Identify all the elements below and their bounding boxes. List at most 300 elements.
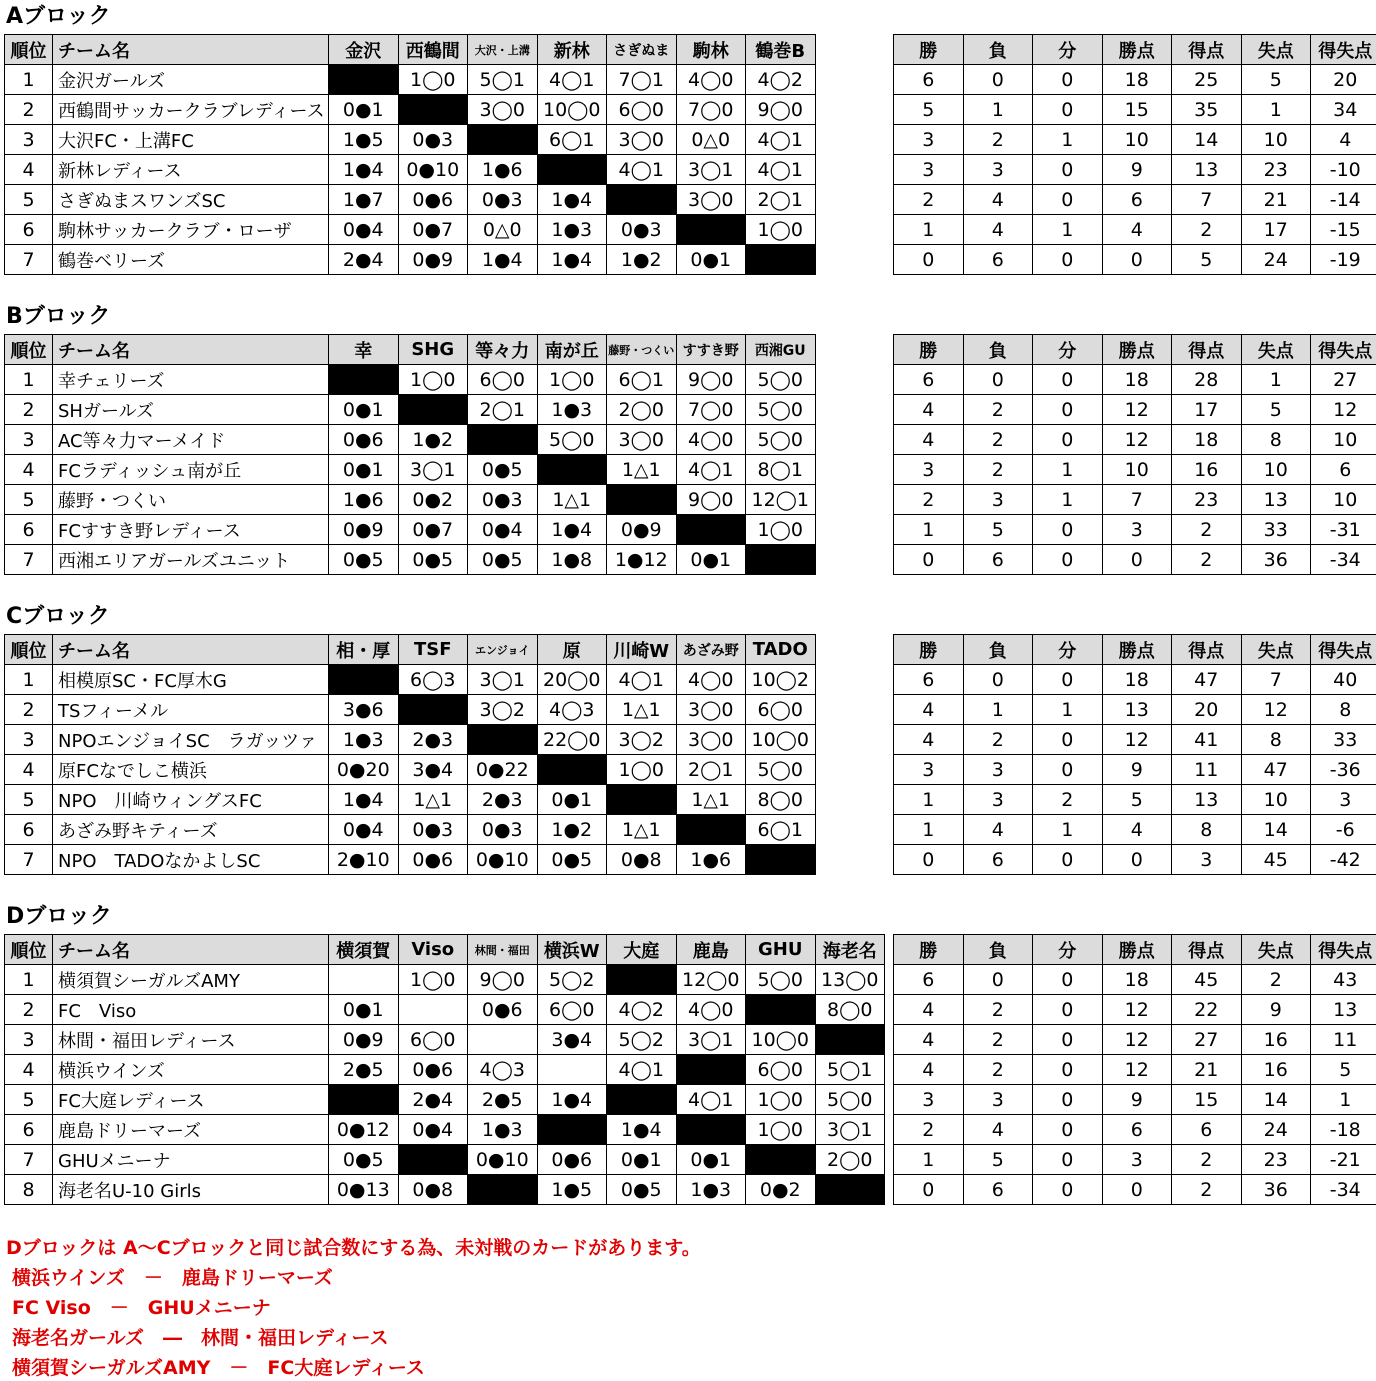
- result-cell: 9◯0: [468, 965, 538, 995]
- rank-cell: 4: [5, 1055, 53, 1085]
- stats-cell: -21: [1311, 1145, 1376, 1175]
- stats-cell: 4: [963, 1115, 1033, 1145]
- result-cell: 10◯0: [746, 725, 816, 755]
- stats-cell: 12: [1241, 695, 1311, 725]
- stats-cell: 9: [1102, 155, 1172, 185]
- header-opponent: 幸: [329, 335, 399, 365]
- stats-cell: 33: [1311, 725, 1376, 755]
- result-cell: 4◯1: [676, 455, 746, 485]
- result-cell: 4◯3: [468, 1055, 538, 1085]
- header-opponent: 大庭: [607, 935, 677, 965]
- result-cell: 1◯0: [398, 365, 468, 395]
- result-cell: 1●5: [537, 1175, 607, 1205]
- result-cell: 3●6: [329, 695, 399, 725]
- stats-cell: 0: [1033, 425, 1103, 455]
- stats-cell: 14: [1241, 1085, 1311, 1115]
- stats-cell: -18: [1311, 1115, 1376, 1145]
- stats-cell: 1: [963, 95, 1033, 125]
- result-cell: 0●6: [537, 1145, 607, 1175]
- stats-header-row: [894, 35, 1376, 65]
- result-cell: 2◯0: [815, 1145, 885, 1175]
- stats-row: [894, 185, 1376, 215]
- block-2: [0, 602, 1376, 902]
- results-table: [4, 634, 816, 875]
- header-team: チーム名: [53, 635, 329, 665]
- stats-cell: 0: [894, 245, 964, 275]
- stats-cell: -15: [1311, 215, 1376, 245]
- result-cell: 0●5: [468, 455, 538, 485]
- stats-cell: 8: [1172, 815, 1242, 845]
- stats-cell: 10: [1241, 125, 1311, 155]
- stats-cell: 24: [1241, 245, 1311, 275]
- header-opponent: 海老名: [815, 935, 885, 965]
- header-opponent: 西鶴間: [398, 35, 468, 65]
- stats-cell: 15: [1102, 95, 1172, 125]
- stats-cell: 17: [1241, 215, 1311, 245]
- stats-cell: 6: [1311, 455, 1376, 485]
- stats-cell: 18: [1102, 65, 1172, 95]
- result-cell: 5◯0: [815, 1085, 885, 1115]
- team-name-cell: 藤野・つくい: [53, 485, 329, 515]
- result-cell: 13◯0: [815, 965, 885, 995]
- no-match-cell: [398, 695, 468, 725]
- stats-cell: 12: [1102, 995, 1172, 1025]
- rank-cell: 7: [5, 245, 53, 275]
- team-name-cell: NPOエンジョイSC ラガッツァ: [53, 725, 329, 755]
- stats-header-cell: 勝点: [1102, 35, 1172, 65]
- result-cell: 1●3: [468, 1115, 538, 1145]
- stats-cell: 0: [894, 545, 964, 575]
- stats-cell: 6: [1102, 1115, 1172, 1145]
- stats-header-cell: 勝: [894, 35, 964, 65]
- header-opponent: 新林: [537, 35, 607, 65]
- table-row: [5, 395, 816, 425]
- result-cell: 0●6: [398, 1055, 468, 1085]
- rank-cell: 8: [5, 1175, 53, 1205]
- result-cell: 1△1: [537, 485, 607, 515]
- header-opponent: 鶴巻B: [746, 35, 816, 65]
- result-cell: 3◯2: [468, 695, 538, 725]
- stats-row: [894, 995, 1376, 1025]
- stats-cell: 13: [1311, 995, 1376, 1025]
- no-match-cell: [607, 1085, 677, 1115]
- stats-cell: 12: [1102, 725, 1172, 755]
- stats-cell: 0: [894, 845, 964, 875]
- stats-row: [894, 965, 1376, 995]
- table-row: [5, 485, 816, 515]
- result-cell: 1△1: [676, 785, 746, 815]
- stats-cell: 35: [1172, 95, 1242, 125]
- result-cell: 3◯0: [607, 425, 677, 455]
- result-cell: 0●5: [468, 545, 538, 575]
- result-cell: 0●3: [607, 215, 677, 245]
- result-cell: 22◯0: [537, 725, 607, 755]
- header-opponent: 南が丘: [537, 335, 607, 365]
- stats-cell: 0: [1102, 245, 1172, 275]
- result-cell: 1◯0: [537, 365, 607, 395]
- no-match-cell: [468, 725, 538, 755]
- stats-row: [894, 695, 1376, 725]
- result-cell: [329, 965, 399, 995]
- stats-cell: 4: [963, 815, 1033, 845]
- stats-row: [894, 785, 1376, 815]
- result-cell: 4◯2: [607, 995, 677, 1025]
- stats-cell: 0: [963, 965, 1033, 995]
- result-cell: 1●5: [329, 125, 399, 155]
- no-match-cell: [815, 1175, 885, 1205]
- result-cell: 0●9: [329, 515, 399, 545]
- stats-cell: 20: [1172, 695, 1242, 725]
- result-cell: 0●5: [607, 1175, 677, 1205]
- stats-header-cell: 分: [1033, 335, 1103, 365]
- no-match-cell: [329, 1085, 399, 1115]
- stats-row: [894, 1085, 1376, 1115]
- result-cell: 0●1: [676, 1145, 746, 1175]
- stats-cell: 2: [963, 725, 1033, 755]
- table-row: [5, 785, 816, 815]
- stats-cell: 34: [1311, 95, 1376, 125]
- stats-cell: 3: [963, 1085, 1033, 1115]
- stats-cell: 24: [1241, 1115, 1311, 1145]
- block-title: Cブロック: [6, 604, 110, 629]
- no-match-cell: [607, 485, 677, 515]
- stats-cell: 8: [1241, 425, 1311, 455]
- stats-cell: 3: [894, 1085, 964, 1115]
- stats-cell: 11: [1311, 1025, 1376, 1055]
- stats-cell: 1: [1033, 695, 1103, 725]
- stats-header-row: [894, 935, 1376, 965]
- team-name-cell: TSフィーメル: [53, 695, 329, 725]
- table-row: [5, 425, 816, 455]
- result-cell: 2◯1: [746, 185, 816, 215]
- result-cell: 0●4: [329, 815, 399, 845]
- stats-cell: 0: [1033, 1085, 1103, 1115]
- stats-cell: 0: [1033, 65, 1103, 95]
- block-title: Bブロック: [6, 304, 111, 329]
- header-opponent: 大沢・上溝: [468, 35, 538, 65]
- stats-cell: 3: [894, 455, 964, 485]
- result-cell: 4◯0: [676, 995, 746, 1025]
- stats-row: [894, 245, 1376, 275]
- stats-cell: 4: [1102, 815, 1172, 845]
- table-row: [5, 1175, 885, 1205]
- result-cell: 4◯1: [607, 1055, 677, 1085]
- header-opponent: TSF: [398, 635, 468, 665]
- rank-cell: 5: [5, 185, 53, 215]
- stats-cell: 6: [963, 545, 1033, 575]
- result-cell: 20◯0: [537, 665, 607, 695]
- result-cell: 10◯2: [746, 665, 816, 695]
- table-row: [5, 365, 816, 395]
- result-cell: 4◯0: [676, 65, 746, 95]
- header-opponent: 林間・福田: [468, 935, 538, 965]
- stats-row: [894, 425, 1376, 455]
- stats-header-cell: 分: [1033, 35, 1103, 65]
- rank-cell: 3: [5, 125, 53, 155]
- result-cell: 0●22: [468, 755, 538, 785]
- stats-cell: 47: [1172, 665, 1242, 695]
- table-row: [5, 695, 816, 725]
- team-name-cell: 西湘エリアガールズユニット: [53, 545, 329, 575]
- rank-cell: 4: [5, 155, 53, 185]
- stats-header-cell: 失点: [1241, 935, 1311, 965]
- result-cell: 4◯1: [746, 155, 816, 185]
- table-row: [5, 1145, 885, 1175]
- team-name-cell: 鶴巻ベリーズ: [53, 245, 329, 275]
- stats-cell: 3: [894, 755, 964, 785]
- stats-cell: 10: [1102, 125, 1172, 155]
- stats-cell: 6: [1102, 185, 1172, 215]
- stats-header-cell: 得失点: [1311, 935, 1376, 965]
- result-cell: 0●1: [607, 1145, 677, 1175]
- result-cell: 0●1: [329, 455, 399, 485]
- stats-cell: 1: [894, 815, 964, 845]
- no-match-cell: [746, 545, 816, 575]
- result-cell: 0●6: [329, 425, 399, 455]
- header-opponent: GHU: [746, 935, 816, 965]
- stats-cell: 13: [1172, 155, 1242, 185]
- stats-cell: 12: [1311, 395, 1376, 425]
- result-cell: 1●2: [398, 425, 468, 455]
- results-table: [4, 34, 816, 275]
- stats-header-cell: 勝点: [1102, 635, 1172, 665]
- result-cell: 6◯0: [537, 995, 607, 1025]
- block-title: Dブロック: [6, 904, 112, 929]
- rank-cell: 7: [5, 545, 53, 575]
- stats-cell: 4: [894, 695, 964, 725]
- stats-cell: 0: [963, 365, 1033, 395]
- results-table: [4, 334, 816, 575]
- stats-cell: 13: [1172, 785, 1242, 815]
- stats-header-row: [894, 335, 1376, 365]
- stats-cell: 1: [1311, 1085, 1376, 1115]
- stats-cell: 0: [1033, 245, 1103, 275]
- result-cell: 3◯1: [676, 1025, 746, 1055]
- no-match-cell: [537, 755, 607, 785]
- result-cell: 0●10: [468, 1145, 538, 1175]
- stats-cell: 2: [963, 395, 1033, 425]
- result-cell: 2●5: [468, 1085, 538, 1115]
- result-cell: 3◯2: [607, 725, 677, 755]
- table-row: [5, 1085, 885, 1115]
- header-opponent: あざみ野: [676, 635, 746, 665]
- stats-cell: 45: [1241, 845, 1311, 875]
- team-name-cell: 大沢FC・上溝FC: [53, 125, 329, 155]
- header-opponent: 鹿島: [676, 935, 746, 965]
- stats-cell: 27: [1311, 365, 1376, 395]
- team-name-cell: 林間・福田レディース: [53, 1025, 329, 1055]
- stats-cell: 4: [894, 395, 964, 425]
- result-cell: 0●1: [537, 785, 607, 815]
- result-cell: 3◯1: [815, 1115, 885, 1145]
- stats-cell: 20: [1311, 65, 1376, 95]
- header-row: [5, 935, 885, 965]
- stats-cell: 2: [894, 1115, 964, 1145]
- stats-header-cell: 失点: [1241, 635, 1311, 665]
- stats-cell: 8: [1311, 695, 1376, 725]
- table-row: [5, 95, 816, 125]
- result-cell: 0●7: [398, 215, 468, 245]
- stats-cell: 1: [894, 1145, 964, 1175]
- result-cell: 5◯2: [537, 965, 607, 995]
- table-row: [5, 545, 816, 575]
- stats-cell: 4: [1102, 215, 1172, 245]
- header-opponent: 横浜W: [537, 935, 607, 965]
- no-match-cell: [676, 1115, 746, 1145]
- no-match-cell: [746, 245, 816, 275]
- table-row: [5, 185, 816, 215]
- header-row: [5, 635, 816, 665]
- result-cell: 4◯2: [746, 65, 816, 95]
- stats-header-cell: 負: [963, 635, 1033, 665]
- stats-row: [894, 125, 1376, 155]
- result-cell: 0●10: [398, 155, 468, 185]
- stats-header-cell: 負: [963, 35, 1033, 65]
- no-match-cell: [607, 185, 677, 215]
- stats-cell: 21: [1172, 1055, 1242, 1085]
- stats-cell: 0: [1102, 845, 1172, 875]
- stats-cell: 3: [963, 755, 1033, 785]
- result-cell: 0●4: [329, 215, 399, 245]
- result-cell: 1●6: [676, 845, 746, 875]
- rank-cell: 2: [5, 395, 53, 425]
- result-cell: 1●3: [537, 215, 607, 245]
- stats-cell: 5: [1241, 395, 1311, 425]
- header-opponent: エンジョイ: [468, 635, 538, 665]
- result-cell: 0●5: [537, 845, 607, 875]
- result-cell: 1◯0: [746, 1115, 816, 1145]
- stats-cell: 0: [1102, 545, 1172, 575]
- no-match-cell: [815, 1025, 885, 1055]
- result-cell: 1◯0: [607, 755, 677, 785]
- stats-cell: 27: [1172, 1025, 1242, 1055]
- stats-row: [894, 485, 1376, 515]
- stats-cell: 41: [1172, 725, 1242, 755]
- table-row: [5, 725, 816, 755]
- result-cell: 4◯0: [676, 425, 746, 455]
- stats-cell: 7: [1102, 485, 1172, 515]
- stats-cell: 16: [1241, 1055, 1311, 1085]
- rank-cell: 6: [5, 515, 53, 545]
- rank-cell: 1: [5, 65, 53, 95]
- stats-cell: 2: [1241, 965, 1311, 995]
- result-cell: 1●2: [537, 815, 607, 845]
- stats-cell: 4: [894, 1055, 964, 1085]
- stats-cell: 23: [1172, 485, 1242, 515]
- stats-cell: 6: [963, 1175, 1033, 1205]
- result-cell: 1●8: [537, 545, 607, 575]
- stats-cell: 5: [963, 515, 1033, 545]
- team-name-cell: 新林レディース: [53, 155, 329, 185]
- team-name-cell: 幸チェリーズ: [53, 365, 329, 395]
- header-opponent: TADO: [746, 635, 816, 665]
- stats-cell: 0: [1033, 725, 1103, 755]
- team-name-cell: あざみ野キティーズ: [53, 815, 329, 845]
- result-cell: 4◯0: [676, 665, 746, 695]
- result-cell: 2●3: [468, 785, 538, 815]
- stats-cell: 7: [1241, 665, 1311, 695]
- stats-header-cell: 得点: [1172, 35, 1242, 65]
- team-name-cell: NPO TADOなかよしSC: [53, 845, 329, 875]
- stats-cell: 1: [1033, 485, 1103, 515]
- team-name-cell: 海老名U-10 Girls: [53, 1175, 329, 1205]
- rank-cell: 3: [5, 1025, 53, 1055]
- result-cell: 0●4: [398, 1115, 468, 1145]
- stats-cell: 2: [1033, 785, 1103, 815]
- stats-header-cell: 分: [1033, 935, 1103, 965]
- result-cell: 7◯0: [676, 395, 746, 425]
- table-row: [5, 515, 816, 545]
- stats-header-cell: 得失点: [1311, 35, 1376, 65]
- team-name-cell: FC Viso: [53, 995, 329, 1025]
- stats-cell: 6: [894, 65, 964, 95]
- result-cell: 1●12: [607, 545, 677, 575]
- result-cell: 2◯1: [468, 395, 538, 425]
- header-opponent: SHG: [398, 335, 468, 365]
- stats-row: [894, 65, 1376, 95]
- result-cell: 1●4: [329, 155, 399, 185]
- rank-cell: 4: [5, 755, 53, 785]
- header-team: チーム名: [53, 35, 329, 65]
- stats-cell: 10: [1241, 785, 1311, 815]
- header-rank: 順位: [5, 35, 53, 65]
- team-name-cell: FCラディッシュ南が丘: [53, 455, 329, 485]
- stats-cell: 45: [1172, 965, 1242, 995]
- stats-cell: 0: [1033, 1025, 1103, 1055]
- result-cell: 0●20: [329, 755, 399, 785]
- result-cell: 1△1: [607, 815, 677, 845]
- stats-cell: 16: [1172, 455, 1242, 485]
- result-cell: 1●3: [537, 395, 607, 425]
- result-cell: 0●9: [329, 1025, 399, 1055]
- stats-table: [893, 934, 1376, 1205]
- result-cell: 4◯1: [676, 1085, 746, 1115]
- result-cell: 6◯0: [607, 95, 677, 125]
- result-cell: 4◯3: [537, 695, 607, 725]
- rank-cell: 2: [5, 695, 53, 725]
- result-cell: 1●4: [607, 1115, 677, 1145]
- stats-cell: 0: [1102, 1175, 1172, 1205]
- result-cell: 1◯0: [398, 65, 468, 95]
- stats-row: [894, 845, 1376, 875]
- result-cell: [468, 1025, 538, 1055]
- stats-header-cell: 勝点: [1102, 335, 1172, 365]
- result-cell: 0●13: [329, 1175, 399, 1205]
- stats-cell: 0: [1033, 965, 1103, 995]
- no-match-cell: [329, 65, 399, 95]
- stats-cell: 22: [1172, 995, 1242, 1025]
- result-cell: 0●7: [398, 515, 468, 545]
- table-row: [5, 815, 816, 845]
- table-row: [5, 965, 885, 995]
- team-name-cell: FCすすき野レディース: [53, 515, 329, 545]
- rank-cell: 3: [5, 425, 53, 455]
- stats-cell: 1: [1033, 815, 1103, 845]
- result-cell: 7◯0: [676, 95, 746, 125]
- stats-cell: 0: [894, 1175, 964, 1205]
- stats-cell: 3: [1311, 785, 1376, 815]
- result-cell: 1△1: [398, 785, 468, 815]
- team-name-cell: 相模原SC・FC厚木G: [53, 665, 329, 695]
- stats-cell: 2: [894, 485, 964, 515]
- stats-cell: 10: [1102, 455, 1172, 485]
- stats-header-cell: 得点: [1172, 635, 1242, 665]
- stats-cell: 0: [963, 665, 1033, 695]
- team-name-cell: 原FCなでしこ横浜: [53, 755, 329, 785]
- stats-cell: 6: [963, 845, 1033, 875]
- rank-cell: 4: [5, 455, 53, 485]
- stats-row: [894, 1175, 1376, 1205]
